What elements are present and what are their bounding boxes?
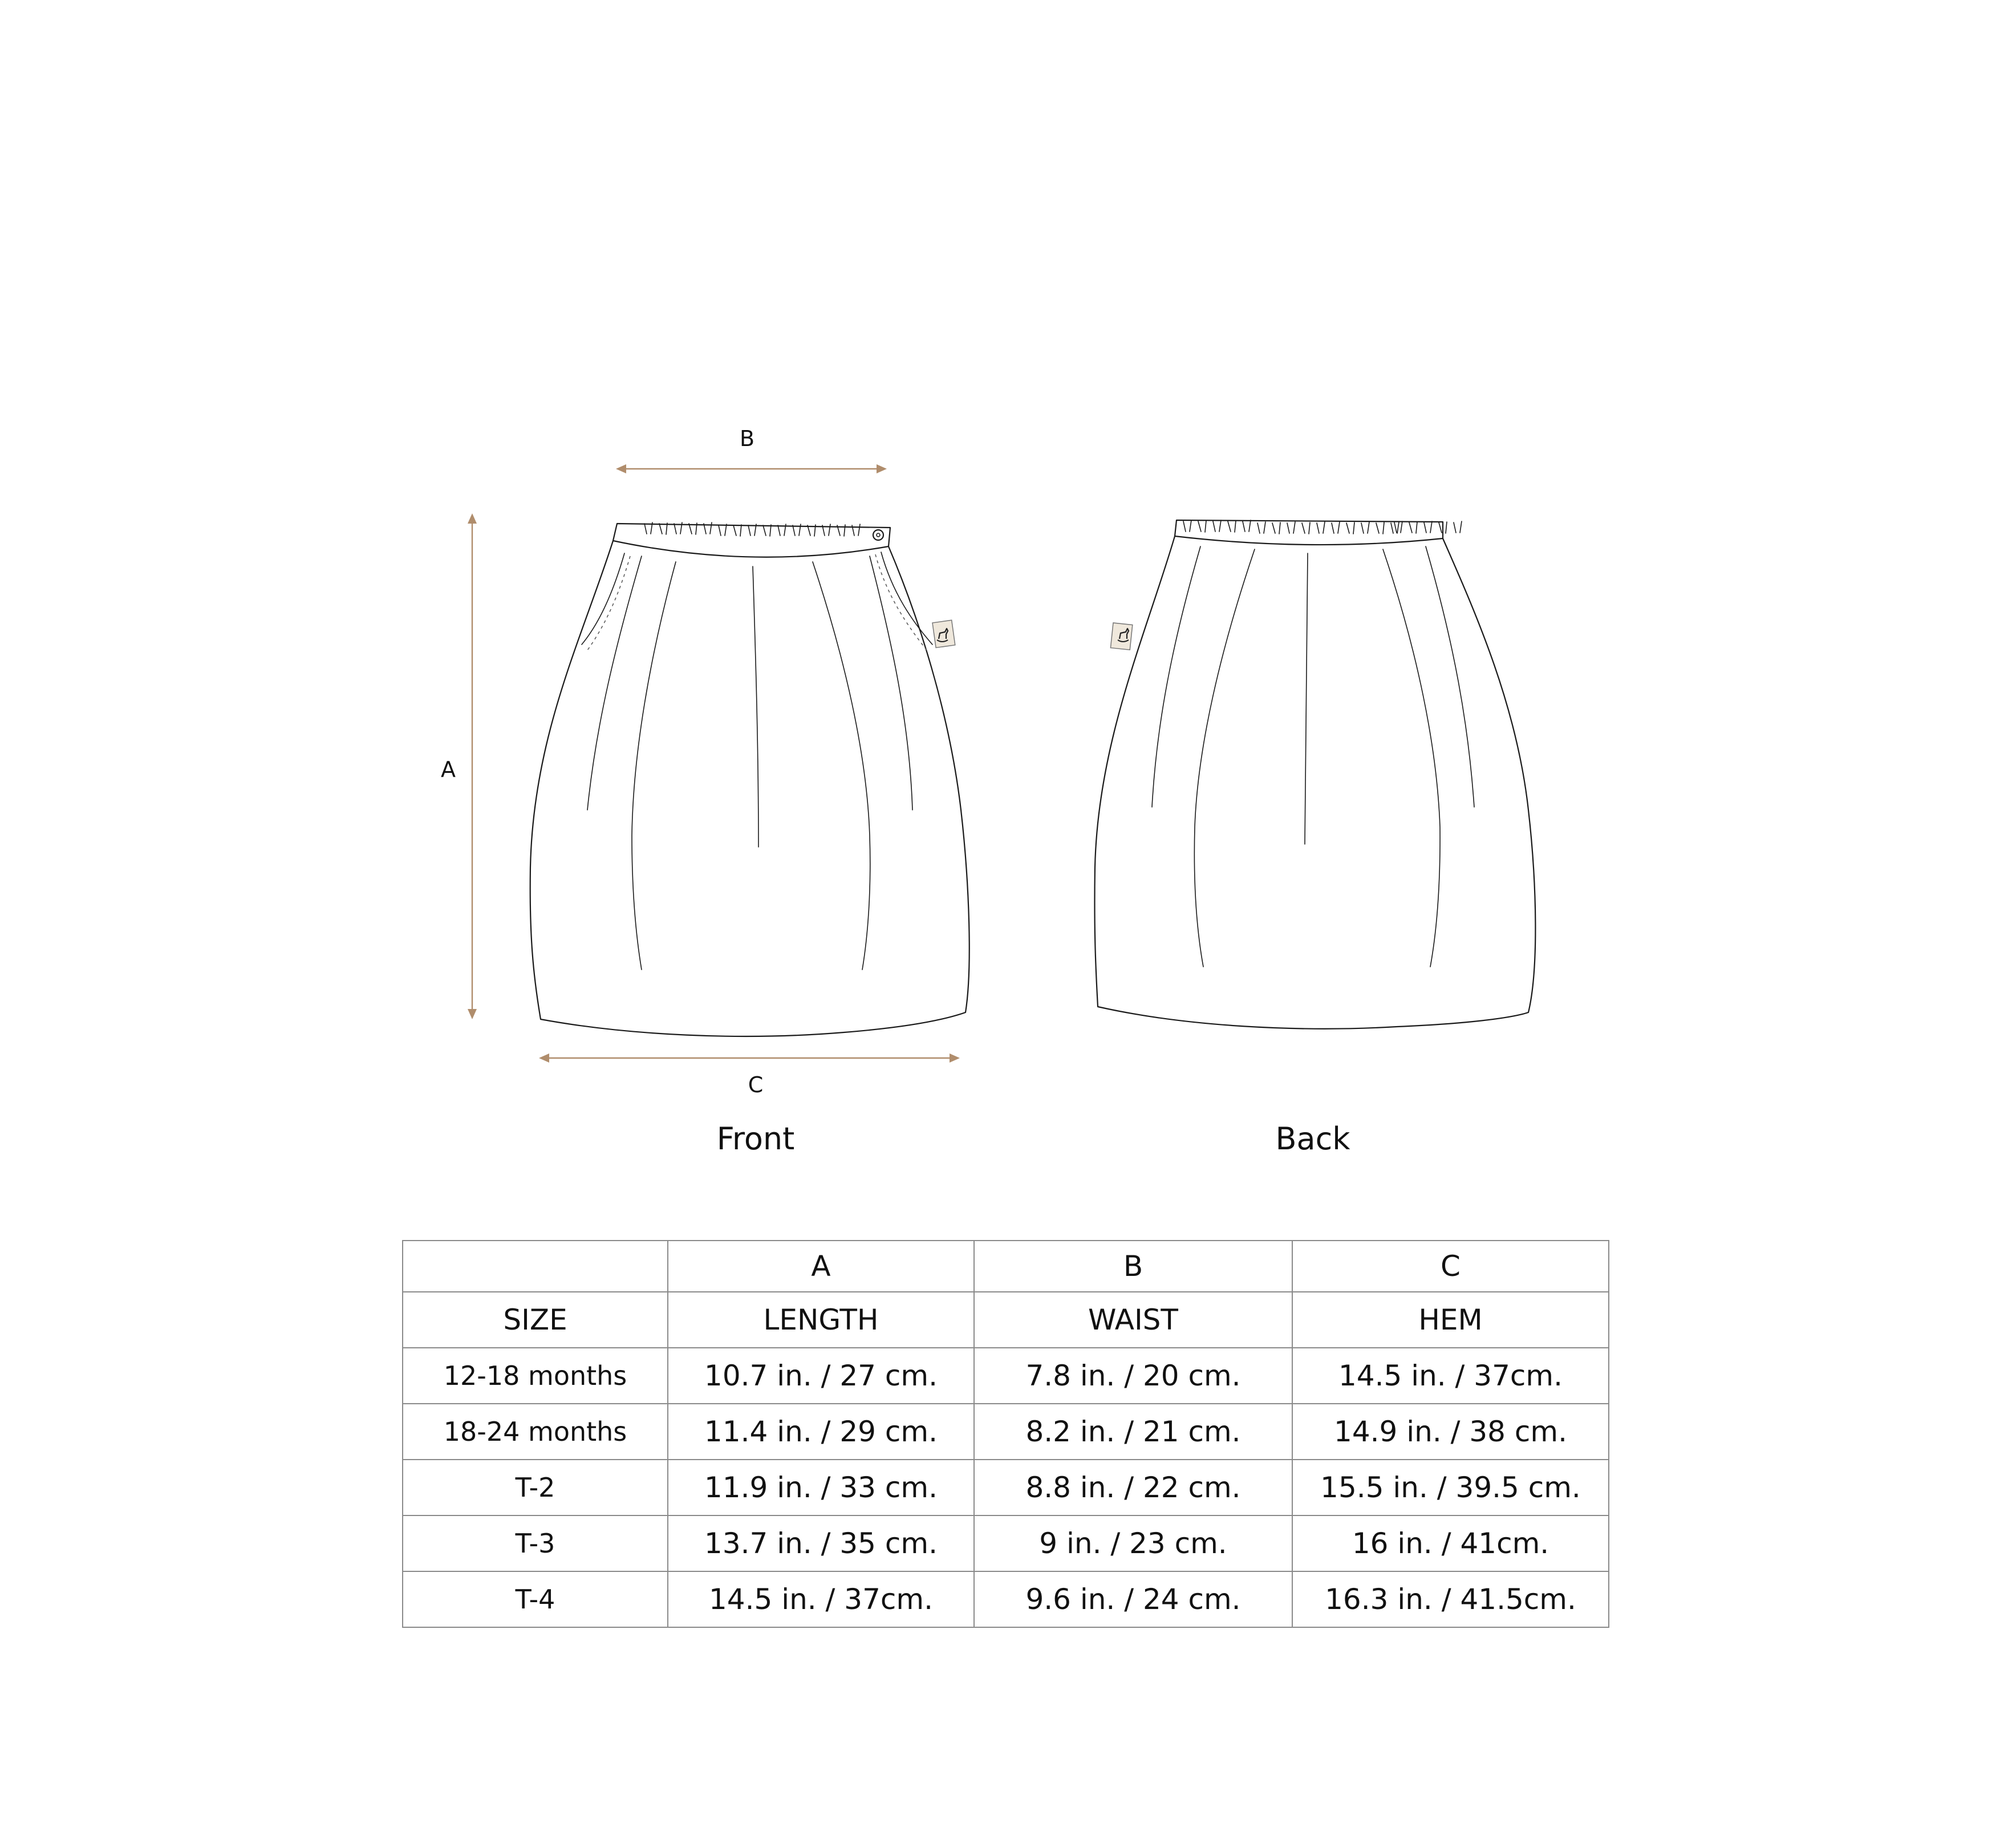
waist-cell: 9.6 in. / 24 cm. xyxy=(974,1571,1292,1627)
button-icon xyxy=(873,530,883,540)
waist-cell: 8.8 in. / 22 cm. xyxy=(974,1460,1292,1515)
header-length: LENGTH xyxy=(668,1292,974,1348)
size-cell: T-4 xyxy=(403,1571,668,1627)
skirt-front xyxy=(530,522,969,1036)
header-size: SIZE xyxy=(403,1292,668,1348)
waist-cell: 9 in. / 23 cm. xyxy=(974,1515,1292,1571)
rocking-horse-tag-icon xyxy=(1110,623,1132,650)
back-view-label: Back xyxy=(1275,1121,1350,1157)
letter-header-c: C xyxy=(1292,1241,1609,1292)
hem-cell: 16.3 in. / 41.5cm. xyxy=(1292,1571,1609,1627)
hem-cell: 16 in. / 41cm. xyxy=(1292,1515,1609,1571)
hem-cell: 15.5 in. / 39.5 cm. xyxy=(1292,1460,1609,1515)
dimension-a xyxy=(441,513,477,1019)
rocking-horse-tag-icon xyxy=(932,620,955,647)
length-cell: 11.9 in. / 33 cm. xyxy=(668,1460,974,1515)
size-cell: 18-24 months xyxy=(403,1404,668,1460)
table-letter-header-row xyxy=(403,1241,1609,1292)
dimension-a-label: A xyxy=(441,757,456,782)
size-cell: T-2 xyxy=(403,1460,668,1515)
length-cell: 13.7 in. / 35 cm. xyxy=(668,1515,974,1571)
skirt-back xyxy=(1094,520,1535,1029)
size-cell: T-3 xyxy=(403,1515,668,1571)
length-cell: 11.4 in. / 29 cm. xyxy=(668,1404,974,1460)
hem-cell: 14.5 in. / 37cm. xyxy=(1292,1348,1609,1404)
dimension-b-label: B xyxy=(739,426,755,451)
table-name-header-row xyxy=(403,1292,1609,1348)
size-cell: 12-18 months xyxy=(403,1348,668,1404)
header-waist: WAIST xyxy=(974,1292,1292,1348)
table-row xyxy=(403,1348,1609,1404)
table-row xyxy=(403,1515,1609,1571)
dimension-c xyxy=(539,1053,960,1097)
table-row xyxy=(403,1571,1609,1627)
dimension-b xyxy=(616,426,887,473)
size-chart-table xyxy=(402,1240,1609,1628)
waist-cell: 8.2 in. / 21 cm. xyxy=(974,1404,1292,1460)
letter-header-empty xyxy=(403,1241,668,1292)
table-row xyxy=(403,1404,1609,1460)
hem-cell: 14.9 in. / 38 cm. xyxy=(1292,1404,1609,1460)
dimension-c-label: C xyxy=(748,1072,764,1097)
header-hem: HEM xyxy=(1292,1292,1609,1348)
letter-header-a: A xyxy=(668,1241,974,1292)
front-view-label: Front xyxy=(716,1121,795,1157)
length-cell: 10.7 in. / 27 cm. xyxy=(668,1348,974,1404)
waist-cell: 7.8 in. / 20 cm. xyxy=(974,1348,1292,1404)
length-cell: 14.5 in. / 37cm. xyxy=(668,1571,974,1627)
table-row xyxy=(403,1460,1609,1515)
letter-header-b: B xyxy=(974,1241,1292,1292)
